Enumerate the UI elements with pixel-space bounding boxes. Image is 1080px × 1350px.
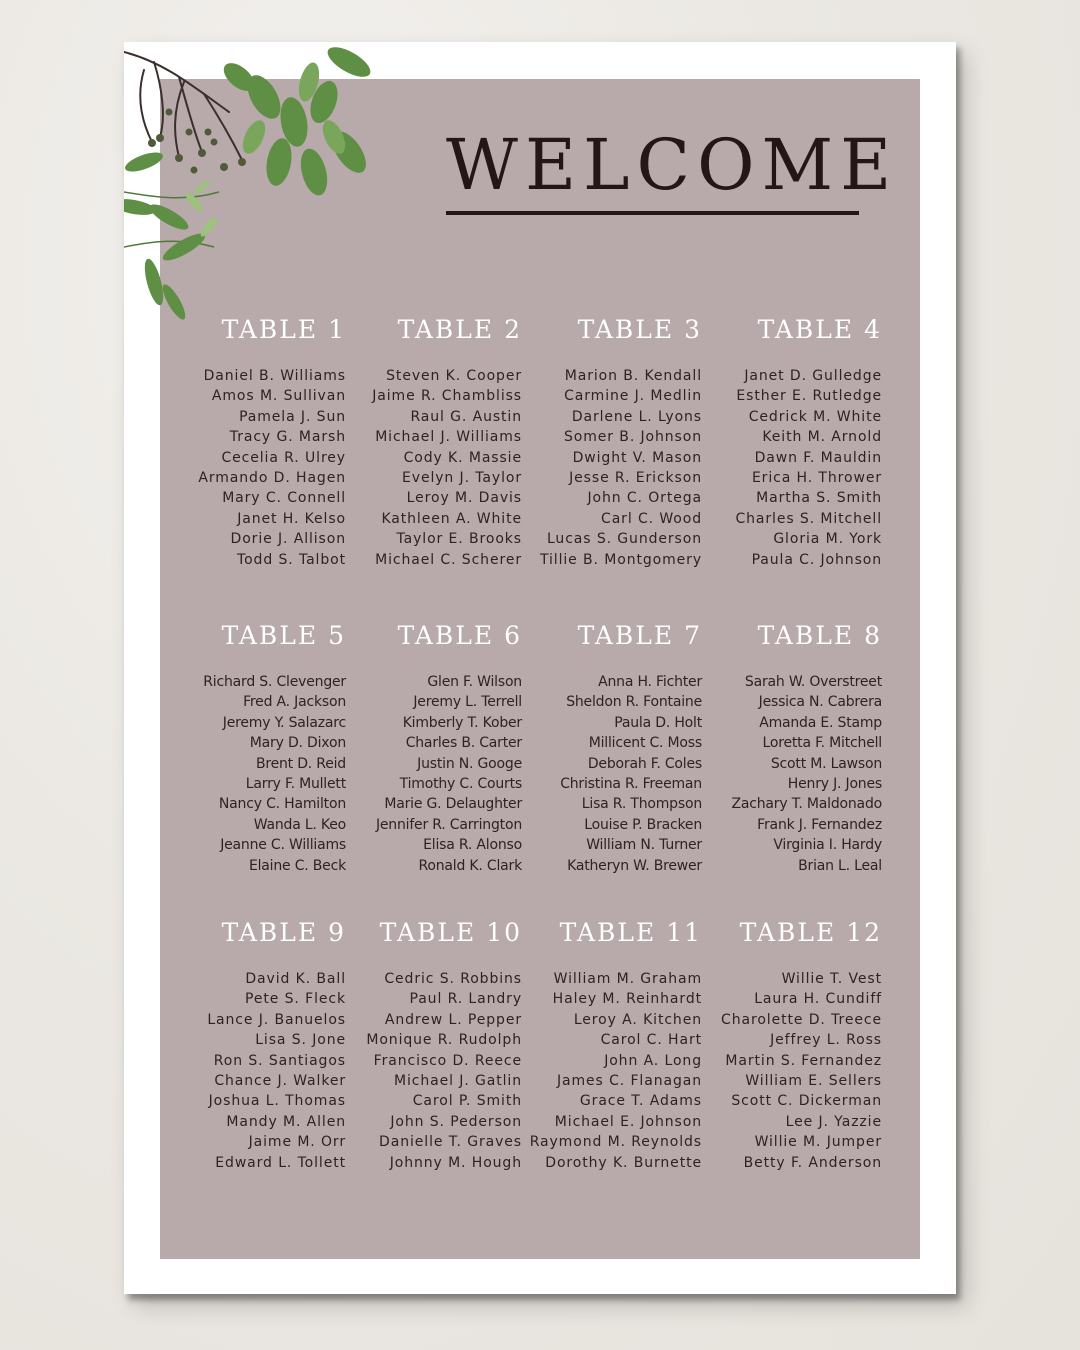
table-heading: TABLE 4 bbox=[757, 315, 882, 344]
guest-name: Michael E. Johnson bbox=[554, 1113, 702, 1130]
guest-name: Larry F. Mullett bbox=[245, 776, 346, 793]
table-block bbox=[332, 918, 522, 1173]
guest-name: Carol C. Hart bbox=[600, 1032, 702, 1049]
table-block bbox=[512, 315, 702, 570]
guest-name: Zachary T. Maldonado bbox=[731, 796, 882, 813]
guest-name: Martha S. Smith bbox=[756, 490, 882, 507]
guest-name: Wanda L. Keo bbox=[253, 816, 346, 833]
guest-name: Cecelia R. Ulrey bbox=[221, 449, 346, 466]
table-block bbox=[692, 621, 882, 876]
guest-name: Raymond M. Reynolds bbox=[529, 1134, 702, 1151]
guest-name: Pamela J. Sun bbox=[239, 408, 346, 425]
guest-list bbox=[692, 366, 882, 570]
guest-name: Haley M. Reinhardt bbox=[552, 991, 702, 1008]
guest-name: Virginia I. Hardy bbox=[773, 837, 882, 854]
guest-list bbox=[512, 672, 702, 876]
guest-name: Tracy G. Marsh bbox=[229, 429, 346, 446]
guest-name: Paul R. Landry bbox=[409, 991, 522, 1008]
guest-list bbox=[156, 969, 346, 1173]
guest-name: Dorothy K. Burnette bbox=[545, 1154, 702, 1171]
guest-name: Gloria M. York bbox=[773, 531, 882, 548]
guest-name: Dwight V. Mason bbox=[572, 449, 702, 466]
guest-list bbox=[156, 366, 346, 570]
guest-name: Jeffrey L. Ross bbox=[770, 1032, 882, 1049]
table-block bbox=[332, 315, 522, 570]
guest-name: Brent D. Reid bbox=[255, 755, 346, 772]
guest-name: Mary C. Connell bbox=[222, 490, 346, 507]
guest-name: Amos M. Sullivan bbox=[211, 388, 346, 405]
guest-name: Jeanne C. Williams bbox=[220, 837, 346, 854]
table-heading: TABLE 10 bbox=[379, 918, 522, 947]
guest-name: Lisa S. Jone bbox=[255, 1032, 346, 1049]
table-block bbox=[156, 918, 346, 1173]
table-block bbox=[512, 621, 702, 876]
guest-name: Erica H. Thrower bbox=[751, 470, 882, 487]
guest-name: Chance J. Walker bbox=[214, 1073, 346, 1090]
guest-name: Dawn F. Mauldin bbox=[754, 449, 882, 466]
guest-name: Fred A. Jackson bbox=[243, 694, 346, 711]
guest-name: Christina R. Freeman bbox=[560, 776, 702, 793]
guest-name: Grace T. Adams bbox=[579, 1093, 702, 1110]
guest-name: Cody K. Massie bbox=[403, 449, 522, 466]
guest-name: Charolette D. Treece bbox=[721, 1011, 882, 1028]
guest-name: Pete S. Fleck bbox=[245, 991, 346, 1008]
guest-name: John C. Ortega bbox=[587, 490, 702, 507]
guest-name: William E. Sellers bbox=[745, 1073, 882, 1090]
guest-name: Taylor E. Brooks bbox=[396, 531, 522, 548]
guest-name: Carl C. Wood bbox=[601, 510, 702, 527]
guest-name: Lance J. Banuelos bbox=[207, 1011, 346, 1028]
guest-name: Elaine C. Beck bbox=[248, 857, 346, 874]
guest-name: Betty F. Anderson bbox=[743, 1154, 882, 1171]
guest-name: Francisco D. Reece bbox=[373, 1052, 522, 1069]
table-heading: TABLE 12 bbox=[739, 918, 882, 947]
guest-name: Willie T. Vest bbox=[781, 971, 882, 987]
guest-name: Charles B. Carter bbox=[405, 735, 522, 752]
guest-name: Janet D. Gulledge bbox=[744, 368, 882, 384]
guest-list bbox=[332, 969, 522, 1173]
guest-name: Mary D. Dixon bbox=[249, 735, 346, 752]
guest-name: Brian L. Leal bbox=[798, 857, 882, 874]
guest-name: Jennifer R. Carrington bbox=[375, 816, 522, 833]
guest-name: Esther E. Rutledge bbox=[736, 388, 882, 405]
guest-list bbox=[692, 969, 882, 1173]
guest-name: Somer B. Johnson bbox=[564, 429, 702, 446]
guest-name: Nancy C. Hamilton bbox=[218, 796, 346, 813]
table-heading: TABLE 7 bbox=[577, 621, 702, 650]
guest-name: Ron S. Santiagos bbox=[213, 1052, 346, 1069]
guest-name: Steven K. Cooper bbox=[386, 368, 522, 384]
guest-name: Loretta F. Mitchell bbox=[762, 735, 882, 752]
page-title: WELCOME bbox=[446, 124, 899, 206]
guest-name: Scott C. Dickerman bbox=[731, 1093, 882, 1110]
guest-name: Michael J. Williams bbox=[375, 429, 522, 446]
guest-name: Amanda E. Stamp bbox=[759, 714, 882, 731]
guest-name: Richard S. Clevenger bbox=[203, 674, 346, 690]
guest-list bbox=[332, 672, 522, 876]
guest-name: Cedric S. Robbins bbox=[384, 971, 522, 987]
guest-name: Evelyn J. Taylor bbox=[402, 470, 522, 487]
table-heading: TABLE 5 bbox=[221, 621, 346, 650]
table-heading: TABLE 6 bbox=[397, 621, 522, 650]
guest-name: Monique R. Rudolph bbox=[366, 1032, 522, 1049]
guest-list bbox=[512, 969, 702, 1173]
table-block bbox=[512, 918, 702, 1173]
guest-name: Lucas S. Gunderson bbox=[546, 531, 702, 548]
guest-name: Jaime R. Chambliss bbox=[372, 388, 522, 405]
guest-name: Marion B. Kendall bbox=[564, 368, 702, 384]
guest-name: Tillie B. Montgomery bbox=[540, 551, 702, 568]
table-heading: TABLE 3 bbox=[577, 315, 702, 344]
guest-name: Willie M. Jumper bbox=[754, 1134, 882, 1151]
guest-name: Sheldon R. Fontaine bbox=[566, 694, 702, 711]
guest-name: James C. Flanagan bbox=[557, 1073, 702, 1090]
table-block bbox=[692, 315, 882, 570]
guest-name: Paula C. Johnson bbox=[751, 551, 882, 568]
guest-list bbox=[332, 366, 522, 570]
guest-name: Jeremy Y. Salazarc bbox=[222, 714, 346, 731]
guest-name: David K. Ball bbox=[245, 971, 346, 987]
guest-name: Janet H. Kelso bbox=[237, 510, 346, 527]
title-underline bbox=[446, 211, 859, 215]
guest-name: Kimberly T. Kober bbox=[402, 714, 522, 731]
guest-name: Carol P. Smith bbox=[412, 1093, 522, 1110]
guest-name: Michael J. Gatlin bbox=[394, 1073, 522, 1090]
guest-name: Mandy M. Allen bbox=[226, 1113, 346, 1130]
guest-name: John A. Long bbox=[604, 1052, 702, 1069]
guest-name: Kathleen A. White bbox=[381, 510, 522, 527]
table-heading: TABLE 2 bbox=[397, 315, 522, 344]
guest-name: John S. Pederson bbox=[390, 1113, 522, 1130]
guest-list bbox=[512, 366, 702, 570]
guest-name: Katheryn W. Brewer bbox=[567, 857, 702, 874]
guest-name: Anna H. Fichter bbox=[598, 674, 702, 690]
guest-name: Armando D. Hagen bbox=[198, 470, 346, 487]
table-block bbox=[156, 315, 346, 570]
guest-name: Sarah W. Overstreet bbox=[744, 674, 882, 690]
guest-name: Jaime M. Orr bbox=[248, 1134, 346, 1151]
table-block bbox=[692, 918, 882, 1173]
guest-name: Elisa R. Alonso bbox=[423, 837, 522, 854]
guest-name: Louise P. Bracken bbox=[584, 816, 702, 833]
guest-name: Dorie J. Allison bbox=[230, 531, 346, 548]
guest-name: Frank J. Fernandez bbox=[757, 816, 882, 833]
guest-name: Glen F. Wilson bbox=[427, 674, 522, 690]
guest-name: Paula D. Holt bbox=[614, 714, 702, 731]
guest-name: Marie G. Delaughter bbox=[384, 796, 522, 813]
guest-name: Johnny M. Hough bbox=[389, 1154, 522, 1171]
guest-name: Carmine J. Medlin bbox=[564, 388, 702, 405]
guest-list bbox=[156, 672, 346, 876]
guest-name: Timothy C. Courts bbox=[399, 776, 522, 793]
guest-name: Joshua L. Thomas bbox=[208, 1093, 346, 1110]
guest-name: Lee J. Yazzie bbox=[785, 1113, 882, 1130]
guest-name: Leroy A. Kitchen bbox=[573, 1011, 702, 1028]
guest-name: Edward L. Tollett bbox=[215, 1154, 346, 1171]
guest-name: Raul G. Austin bbox=[410, 408, 522, 425]
guest-name: Jesse R. Erickson bbox=[569, 470, 702, 487]
guest-name: Ronald K. Clark bbox=[418, 857, 522, 874]
guest-name: Danielle T. Graves bbox=[379, 1134, 522, 1151]
guest-name: Andrew L. Pepper bbox=[384, 1011, 522, 1028]
guest-name: William M. Graham bbox=[553, 971, 702, 987]
guest-name: Laura H. Cundiff bbox=[754, 991, 882, 1008]
guest-list bbox=[692, 672, 882, 876]
guest-name: William N. Turner bbox=[586, 837, 702, 854]
guest-name: Daniel B. Williams bbox=[203, 368, 346, 384]
table-heading: TABLE 11 bbox=[559, 918, 702, 947]
guest-name: Lisa R. Thompson bbox=[581, 796, 702, 813]
guest-name: Scott M. Lawson bbox=[770, 755, 882, 772]
table-heading: TABLE 8 bbox=[757, 621, 882, 650]
guest-name: Millicent C. Moss bbox=[588, 735, 702, 752]
guest-name: Jeremy L. Terrell bbox=[413, 694, 522, 711]
guest-name: Martin S. Fernandez bbox=[725, 1052, 882, 1069]
table-heading: TABLE 9 bbox=[221, 918, 346, 947]
guest-name: Darlene L. Lyons bbox=[571, 408, 702, 425]
guest-name: Cedrick M. White bbox=[748, 408, 882, 425]
eucalyptus-branch-icon bbox=[124, 42, 384, 332]
table-heading: TABLE 1 bbox=[221, 315, 346, 344]
guest-name: Deborah F. Coles bbox=[587, 755, 702, 772]
table-block bbox=[332, 621, 522, 876]
guest-name: Henry J. Jones bbox=[787, 776, 882, 793]
guest-name: Justin N. Googe bbox=[417, 755, 522, 772]
guest-name: Leroy M. Davis bbox=[406, 490, 522, 507]
guest-name: Michael C. Scherer bbox=[375, 551, 522, 568]
guest-name: Jessica N. Cabrera bbox=[758, 694, 882, 711]
table-block bbox=[156, 621, 346, 876]
guest-name: Keith M. Arnold bbox=[762, 429, 882, 446]
guest-name: Todd S. Talbot bbox=[237, 551, 346, 568]
guest-name: Charles S. Mitchell bbox=[735, 510, 882, 527]
